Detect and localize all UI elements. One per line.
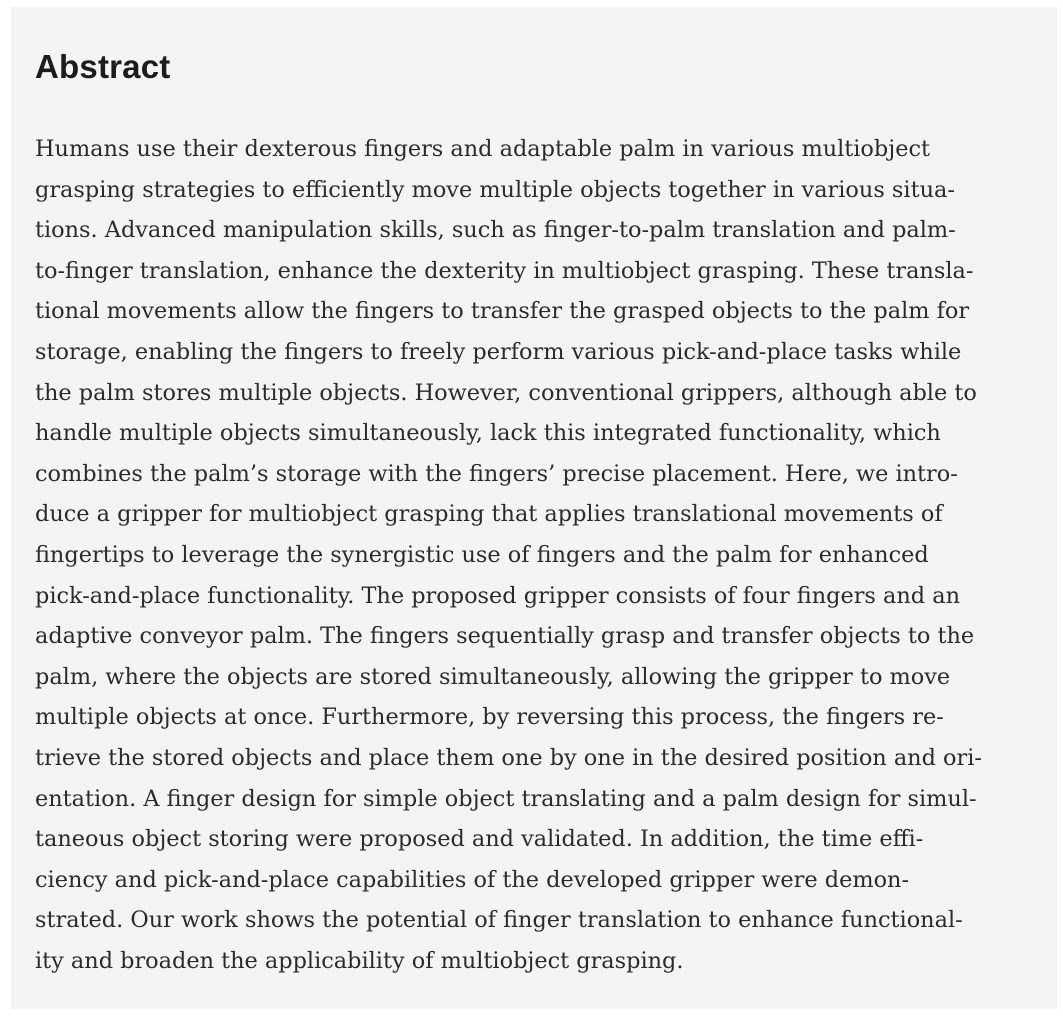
abstract-line: ciency and pick-and-place capabilities of the developed gripper were demon- (35, 866, 910, 893)
abstract-line: duce a gripper for multiobject grasping that applies translational movements of (35, 501, 943, 528)
abstract-line: to-finger translation, enhance the dexterity in multiobject grasping. These transla- (35, 257, 974, 284)
abstract-line: grasping strategies to efficiently move multiple objects together in various situa- (35, 176, 955, 203)
abstract-section (11, 7, 1057, 1009)
abstract-line: Humans use their dexterous fingers and adaptable palm in various multiobject (35, 136, 930, 162)
abstract-line: handle multiple objects simultaneously, lack this integrated functionality, which (35, 420, 941, 447)
abstract-line: trieve the stored objects and place them one by one in the desired position and ori- (35, 744, 982, 771)
abstract-text (35, 129, 1033, 981)
abstract-line: storage, enabling the fingers to freely perform various pick-and-place tasks while (35, 338, 962, 365)
abstract-line: taneous object storing were proposed and validated. In addition, the time effi- (35, 826, 924, 853)
abstract-line: adaptive conveyor palm. The fingers sequentially grasp and transfer objects to the (35, 623, 975, 650)
abstract-line: strated. Our work shows the potential of finger translation to enhance functional- (35, 907, 963, 934)
abstract-line: pick-and-place functionality. The proposed gripper consists of four fingers and an (35, 582, 961, 609)
abstract-line: tional movements allow the fingers to transfer the grasped objects to the palm for (35, 298, 970, 325)
abstract-line: tions. Advanced manipulation skills, such as finger-to-palm translation and palm- (35, 217, 956, 244)
abstract-line: palm, where the objects are stored simultaneously, allowing the gripper to move (35, 663, 951, 690)
abstract-line: entation. A finger design for simple object translating and a palm design for simul- (35, 785, 977, 812)
abstract-line: fingertips to leverage the synergistic use of fingers and the palm for enhanced (35, 541, 929, 568)
abstract-line: the palm stores multiple objects. However, conventional grippers, although able to (35, 379, 977, 406)
abstract-line: ity and broaden the applicability of multiobject grasping. (35, 947, 684, 974)
abstract-line: multiple objects at once. Furthermore, by reversing this process, the fingers re- (35, 704, 944, 731)
abstract-line: combines the palm’s storage with the fingers’ precise placement. Here, we intro- (35, 460, 958, 487)
abstract-heading: Abstract (35, 48, 171, 85)
